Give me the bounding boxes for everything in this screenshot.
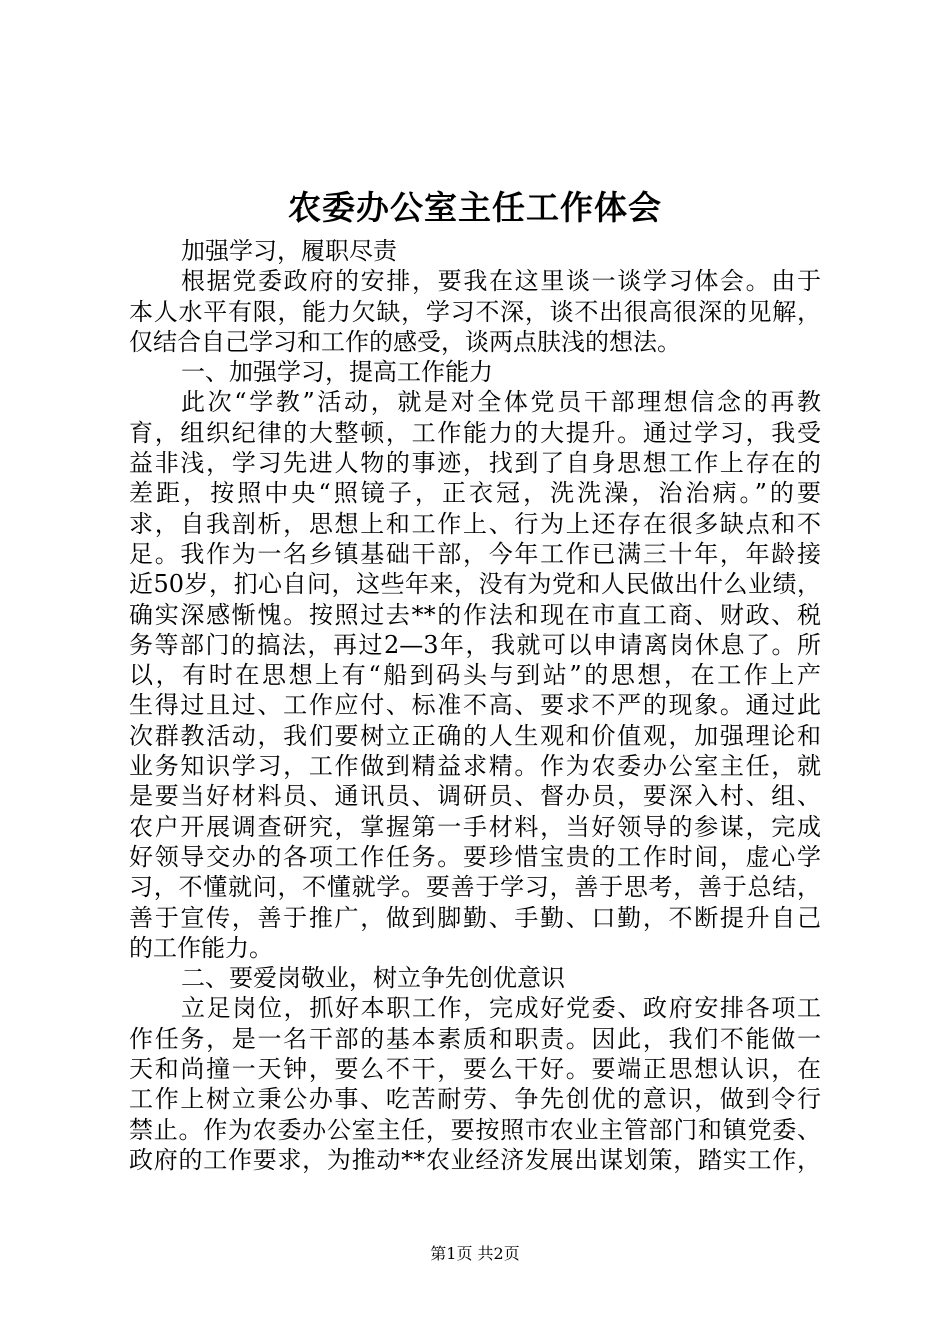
text-line: 好领导交办的各项工作任务。要珍惜宝贵的工作时间，虚心学	[129, 842, 821, 871]
document-title: 农委办公室主任工作体会	[288, 188, 662, 227]
text-line: 业务知识学习，工作做到精益求精。作为农委办公室主任，就	[129, 752, 821, 781]
text-line: 此次“学教”活动，就是对全体党员干部理想信念的再教	[181, 388, 821, 417]
text-line: 近50岁，扪心自问，这些年来，没有为党和人民做出什么业绩，	[129, 570, 821, 599]
text-line: 根据党委政府的安排，要我在这里谈一谈学习体会。由于	[181, 267, 821, 296]
text-line: 是要当好材料员、通讯员、调研员、督办员，要深入村、组、	[129, 782, 821, 811]
text-line: 差距，按照中央“照镜子，正衣冠，洗洗澡，治治病。”的要	[129, 479, 821, 508]
text-line: 禁止。作为农委办公室主任，要按照市农业主管部门和镇党委、	[129, 1115, 821, 1144]
text-line: 益非浅，学习先进人物的事迹，找到了自身思想工作上存在的	[129, 449, 821, 478]
text-line: 以，有时在思想上有“船到码头与到站”的思想，在工作上产	[129, 661, 821, 690]
document-body	[129, 236, 821, 1175]
text-line: 善于宣传，善于推广，做到脚勤、手勤、口勤，不断提升自己	[129, 903, 821, 932]
page-footer: 第1页 共2页	[430, 1244, 520, 1263]
text-line: 二、要爱岗敬业，树立争先创优意识	[181, 964, 565, 993]
text-line: 的工作能力。	[129, 933, 273, 962]
text-line: 天和尚撞一天钟，要么不干，要么干好。要端正思想认识，在	[129, 1055, 821, 1084]
text-line: 本人水平有限，能力欠缺，学习不深，谈不出很高很深的见解，	[129, 297, 821, 326]
text-line: 育，组织纪律的大整顿，工作能力的大提升。通过学习，我受	[129, 418, 821, 447]
text-line: 立足岗位，抓好本职工作，完成好党委、政府安排各项工	[181, 994, 821, 1023]
text-line: 次群教活动，我们要树立正确的人生观和价值观，加强理论和	[129, 721, 821, 750]
text-line: 工作上树立秉公办事、吃苦耐劳、争先创优的意识，做到令行	[129, 1085, 821, 1114]
text-line: 生得过且过、工作应付、标准不高、要求不严的现象。通过此	[129, 691, 821, 720]
text-line: 习，不懂就问，不懂就学。要善于学习，善于思考，善于总结，	[129, 873, 821, 902]
text-line: 作任务，是一名干部的基本素质和职责。因此，我们不能做一	[129, 1024, 821, 1053]
text-line: 一、加强学习，提高工作能力	[181, 358, 493, 387]
text-line: 务等部门的搞法，再过2—3年，我就可以申请离岗休息了。所	[129, 630, 821, 659]
text-line: 求，自我剖析，思想上和工作上、行为上还存在很多缺点和不	[129, 509, 821, 538]
text-line: 足。我作为一名乡镇基础干部，今年工作已满三十年，年龄接	[129, 539, 821, 568]
text-line: 确实深感惭愧。按照过去**的作法和现在市直工商、财政、税	[129, 600, 821, 629]
text-line: 加强学习，履职尽责	[181, 237, 397, 265]
text-line: 仅结合自己学习和工作的感受，谈两点肤浅的想法。	[129, 327, 681, 356]
text-line: 政府的工作要求，为推动**农业经济发展出谋划策，踏实工作，	[129, 1145, 821, 1174]
text-line: 农户开展调查研究，掌握第一手材料，当好领导的参谋，完成	[129, 812, 821, 841]
